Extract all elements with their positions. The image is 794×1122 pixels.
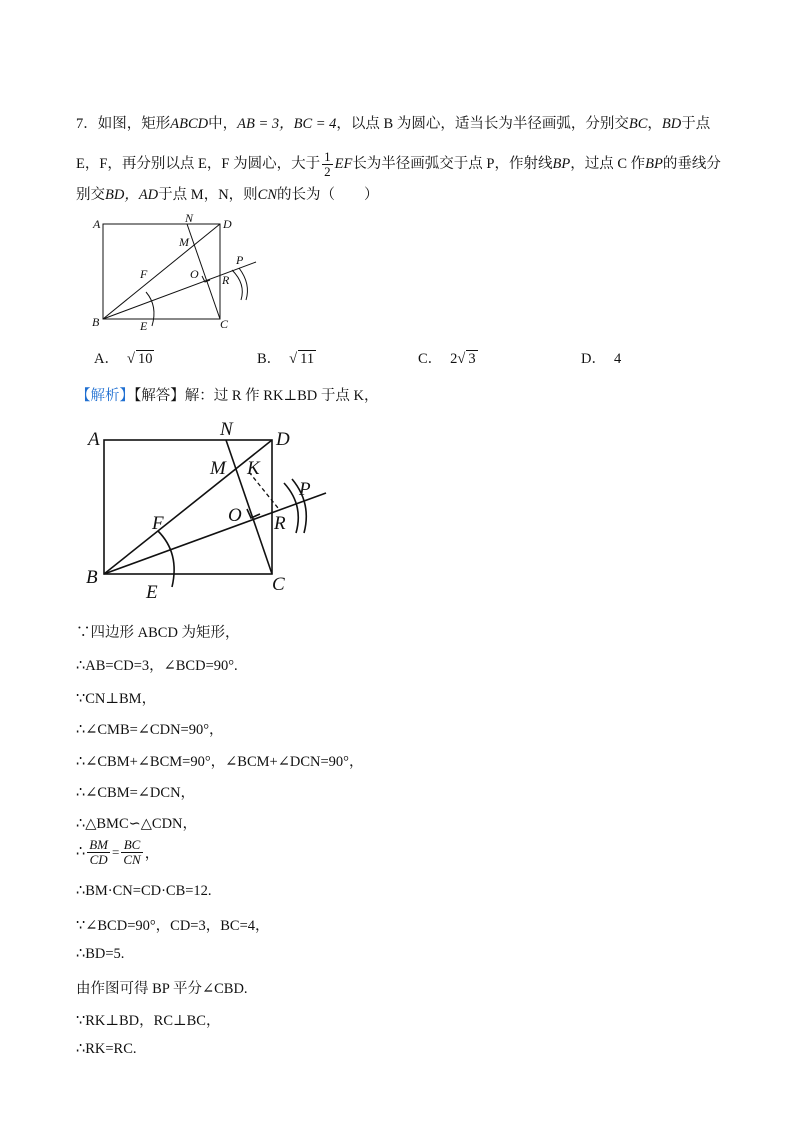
q-text: 的长为（ ） [277, 187, 379, 203]
q-text: 如图，矩形 [97, 116, 171, 132]
question-number: 7． [76, 116, 98, 132]
frac-den: CN [123, 852, 141, 867]
fig1-diagonal-bd [103, 224, 220, 319]
fig2-label-f: F [152, 513, 164, 534]
solution-step: ∴RK=RC. [76, 1041, 137, 1057]
fraction-half [322, 150, 333, 179]
fig2-right-angle [247, 509, 260, 518]
q-text: 中， [208, 116, 238, 132]
solution-step: ∴∠CMB=∠CDN=90°， [76, 722, 224, 738]
solution-intro: 解：过 R 作 RK⊥BD 于点 K， [184, 388, 379, 404]
fig2-label-e: E [146, 582, 158, 603]
fig2-label-b: B [86, 567, 98, 588]
option-b[interactable]: B． √ 11 [257, 351, 315, 367]
equals-sign: = [112, 844, 120, 860]
solution-step: ∴∠CBM+∠BCM=90°，∠BCM+∠DCN=90°， [76, 754, 364, 770]
question-line-2 [76, 150, 721, 179]
fig2-label-o: O [228, 505, 242, 526]
fig1-label-d: D [223, 217, 232, 231]
option-value: 4 [613, 351, 622, 367]
q-text: 别交 [76, 187, 105, 203]
q-text: 的垂线分 [662, 155, 721, 172]
q-text: ，过点 C 作 [570, 155, 646, 172]
solution-step: ∴∠CBM=∠DCN， [76, 785, 196, 801]
option-c[interactable]: C． 2√ 3 [418, 351, 476, 367]
fig2-label-d: D [276, 429, 290, 450]
q-math: ABCD [170, 116, 209, 132]
fig2-label-p: P [299, 479, 311, 500]
solution-step: ∵RK⊥BD，RC⊥BC， [76, 1013, 221, 1029]
q-text: ， [647, 116, 662, 132]
option-label: A． [94, 351, 119, 367]
q-math: BD，AD [105, 187, 159, 203]
fig2-label-r: R [274, 513, 286, 534]
fig1-label-o: O [190, 267, 199, 281]
option-a[interactable]: A． √ 10 [94, 351, 153, 367]
option-label: B． [257, 351, 282, 367]
q-math: AB = 3，BC = 4 [237, 116, 337, 132]
solution-step: ∴BM·CN=CD·CB=12. [76, 883, 212, 899]
solution-step: ∴△BMC∽△CDN， [76, 816, 198, 832]
option-d[interactable] [581, 347, 621, 368]
question-line-3 [76, 185, 379, 205]
fig1-label-m: M [179, 235, 189, 249]
solution-header [76, 384, 378, 405]
fig2-label-c: C [272, 574, 285, 595]
frac-den: CD [89, 852, 108, 867]
option-label: C． [418, 351, 443, 367]
q-text: 长为半径画弧交于点 P，作射线 [352, 155, 553, 172]
q-math: BD [661, 116, 682, 132]
frac-num: BM [89, 837, 109, 852]
q-math: BC [628, 116, 648, 132]
option-radical: 10 [137, 351, 153, 367]
fig2-ray-bp [104, 493, 326, 574]
fig2-label-n: N [220, 419, 233, 440]
fig1-label-c: C [220, 317, 229, 331]
fig1-label-n: N [185, 211, 194, 225]
option-radical: 11 [300, 351, 315, 367]
question-line-1 [76, 114, 710, 134]
fig1-arc-p2 [239, 268, 247, 300]
fig2-label-m: M [210, 458, 226, 479]
fig2-arc-ef [158, 531, 174, 587]
fraction-bm-cd [87, 838, 110, 867]
fig1-label-a: A [93, 217, 101, 231]
solution-step: ∵CN⊥BM， [76, 691, 157, 707]
fig1-label-f: F [140, 267, 148, 281]
solution-step: ∴BD=5. [76, 946, 125, 962]
solution-step: ∵四边形 ABCD 为矩形， [76, 625, 240, 641]
ratio-step [76, 838, 159, 867]
solution-step: 由作图可得 BP 平分∠CBD. [76, 981, 248, 997]
fig2-label-k: K [247, 458, 260, 479]
frac-num: BC [121, 838, 142, 853]
q-text: ，以点 B 为圆心，适当长为半径画弧，分别交 [336, 116, 629, 132]
fraction-bc-cn [121, 838, 142, 867]
fig1-arc-p1 [232, 270, 242, 300]
therefore-symbol: ∴ [76, 844, 86, 860]
solution-step: ∵∠BCD=90°，CD=3，BC=4， [76, 918, 270, 934]
frac-num: 1 [324, 149, 331, 164]
option-label: D． [581, 351, 606, 367]
fig1-label-b: B [92, 315, 100, 329]
option-coefficient: 2 [450, 351, 458, 367]
fig2-label-a: A [88, 429, 100, 450]
comma: ， [144, 846, 160, 862]
q-math: BP [645, 155, 663, 172]
figure-1 [86, 208, 266, 336]
tag-analysis: 【解析】 [76, 388, 134, 404]
tag-answer: 【解答】 [134, 388, 185, 404]
fig1-label-e: E [140, 319, 148, 333]
figure-2 [80, 415, 340, 607]
solution-step: ∴AB=CD=3，∠BCD=90°. [76, 658, 238, 674]
q-text: 于点 [681, 116, 711, 132]
fig1-label-p: P [236, 253, 244, 267]
q-math: CN [257, 187, 278, 203]
q-text: 于点 M，N，则 [158, 187, 258, 203]
q-math: BP [552, 155, 571, 172]
q-text: E，F，再分别以点 E，F 为圆心，大于 [76, 155, 321, 172]
fig1-label-r: R [222, 273, 230, 287]
frac-den: 2 [324, 164, 331, 179]
option-radical: 3 [468, 351, 476, 367]
q-math: EF [334, 155, 353, 172]
